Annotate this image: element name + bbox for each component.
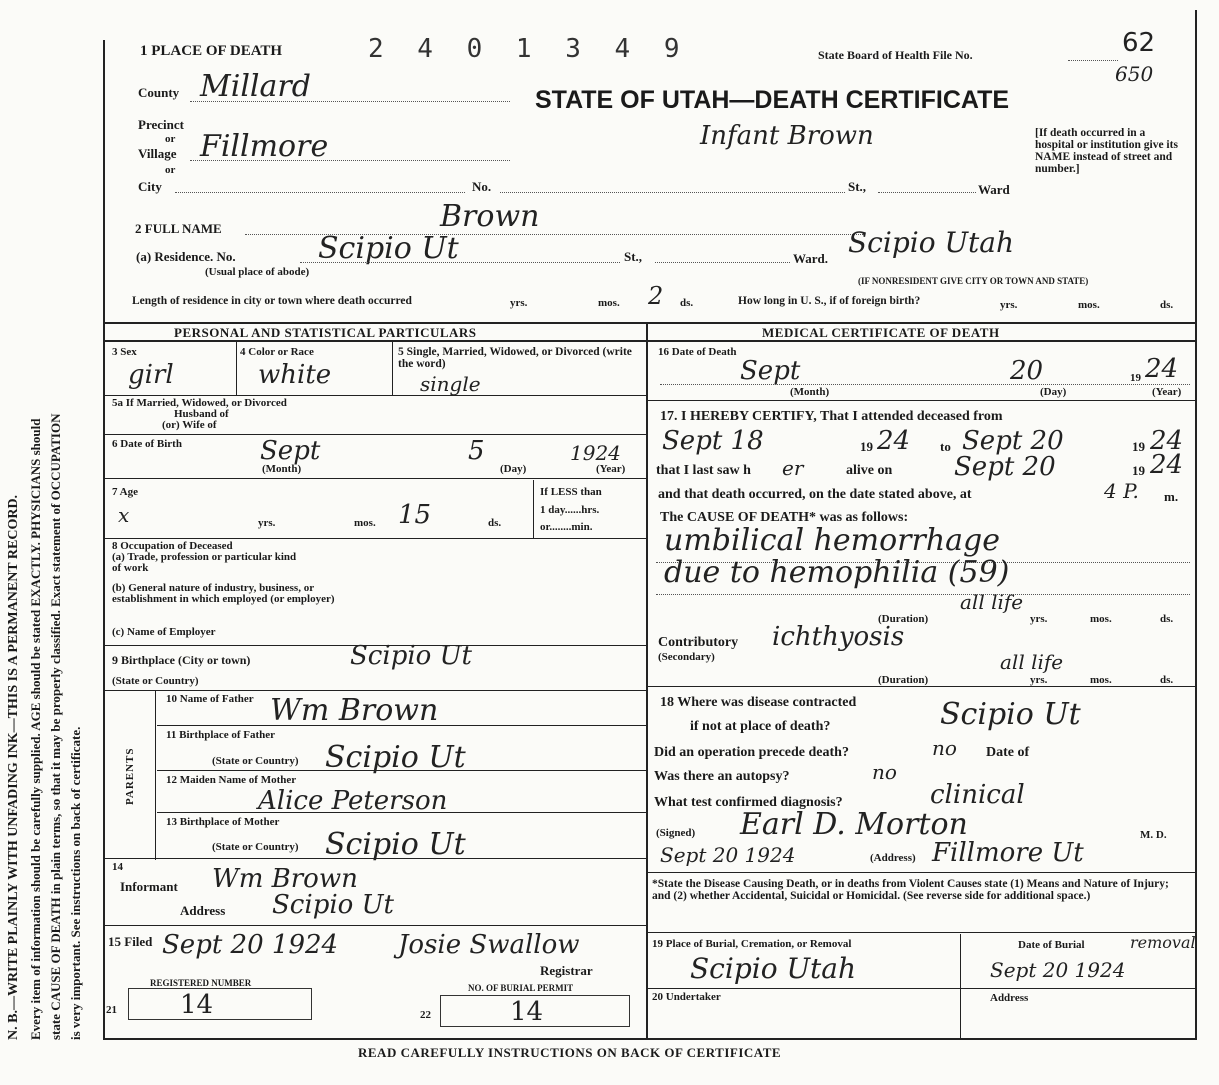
foreign-mos: mos.: [1078, 299, 1100, 311]
occupation-b: (b) General nature of industry, business, or establishment in which employed (or employer): [112, 582, 335, 605]
age-label: 7 Age: [112, 486, 138, 498]
signature: Earl D. Morton: [740, 807, 968, 842]
duration-1: all life: [960, 590, 1024, 614]
footer-instructions: READ CAREFULLY INSTRUCTIONS ON BACK OF CERTIFICATE: [358, 1045, 782, 1060]
residence-sub: (Usual place of abode): [205, 266, 310, 278]
death-time: 4 P.: [1104, 479, 1139, 503]
father-label: 10 Name of Father: [166, 693, 254, 705]
no-dots: [500, 192, 845, 193]
burial-date-note: removal: [1130, 933, 1196, 952]
residence-ward: Ward.: [793, 251, 829, 266]
informant-label: Informant: [120, 879, 178, 894]
informant-address-label: Address: [180, 903, 226, 918]
item-14: 14: [112, 861, 123, 873]
cause-2-dots: [656, 594, 1190, 595]
dod-label: 16 Date of Death: [658, 346, 737, 358]
age-divider: [533, 480, 534, 538]
dod-year-prefix: 19: [1130, 372, 1141, 384]
row3-line: [105, 395, 646, 396]
age-yrs: yrs.: [258, 517, 276, 529]
no-label: No.: [472, 179, 492, 194]
residence-label: (a) Residence. No.: [136, 249, 236, 264]
q18-label: 18 Where was disease contracted: [660, 695, 857, 710]
dod-day: 20: [1010, 356, 1044, 386]
foreign-ds: ds.: [1160, 299, 1174, 311]
length-days-value: 2: [648, 282, 664, 310]
date-of-label: Date of: [986, 745, 1030, 760]
full-name-label: 2 FULL NAME: [135, 221, 222, 236]
operation-value: no: [932, 736, 957, 760]
foreign-label: How long in U. S., if of foreign birth?: [738, 295, 921, 307]
spouse-label-3: (or) Wife of: [162, 419, 217, 431]
row14-line: [105, 925, 646, 926]
county-dots: [190, 101, 510, 102]
county-value: Millard: [200, 69, 311, 104]
informant-value: Wm Brown: [212, 864, 358, 894]
village-label: Village: [138, 146, 177, 161]
row19-line: [648, 988, 1195, 989]
divider-personal-top: [105, 322, 1195, 324]
autopsy-value: no: [872, 760, 897, 784]
filed-label: 15 Filed: [108, 934, 153, 949]
city-dots: [175, 192, 465, 193]
dob-day: 5: [468, 436, 485, 466]
color-divider: [392, 341, 393, 395]
undertaker-label: 20 Undertaker: [652, 991, 721, 1003]
length-mos: mos.: [598, 297, 620, 309]
duration-1-ds: ds.: [1160, 613, 1174, 625]
row-footnote-line: [648, 932, 1195, 933]
residence-ward-value: Scipio Utah: [848, 226, 1015, 259]
informant-address-value: Scipio Ut: [272, 890, 394, 920]
burial-label: 19 Place of Burial, Cremation, or Removal: [652, 938, 852, 950]
length-ds: ds.: [680, 297, 694, 309]
cause-label: The CAUSE OF DEATH* was as follows:: [660, 510, 909, 525]
signed-label: (Signed): [656, 827, 696, 839]
last-saw-date: Sept 20: [954, 452, 1056, 482]
father-birth-sub: (State or Country): [212, 755, 299, 767]
st-label: St.,: [848, 179, 867, 194]
reg-number-label: REGISTERED NUMBER: [150, 978, 252, 988]
duration-2-label: (Duration): [878, 674, 929, 686]
father-birth-label: 11 Birthplace of Father: [166, 729, 276, 741]
burial-permit-value: 14: [510, 997, 544, 1027]
form-left-border: [103, 40, 105, 1040]
sex-divider: [236, 341, 237, 395]
row6-line: [105, 478, 646, 479]
or-2: or: [165, 164, 176, 176]
name-note: Infant Brown: [700, 121, 874, 151]
certificate-title: STATE OF UTAH—DEATH CERTIFICATE: [535, 86, 1010, 114]
age-mos: mos.: [354, 517, 376, 529]
mother-birth-sub: (State or Country): [212, 841, 299, 853]
certify-text: 17. I HEREBY CERTIFY, That I attended deceased from: [660, 409, 1003, 424]
residence-st-dots: [655, 262, 790, 263]
registrar-signature: Josie Swallow: [398, 930, 580, 960]
color-label: 4 Color or Race: [240, 346, 314, 358]
doctor-address: Fillmore Ut: [932, 838, 1084, 868]
dod-month: Sept: [740, 356, 801, 386]
or-1: or: [165, 133, 176, 145]
m-label: m.: [1164, 489, 1179, 504]
marital-value: single: [420, 372, 481, 396]
contributory-label: Contributory: [658, 635, 739, 650]
less-than-3: or........min.: [540, 521, 593, 533]
age-days-value: 15: [398, 500, 432, 530]
duration-2-yrs: yrs.: [1030, 674, 1048, 686]
father-value: Wm Brown: [270, 693, 439, 728]
hospital-note: [If death occurred in a hospital or institution give its NAME instead of street and number.]: [1035, 127, 1178, 175]
birthplace-sub: (State or Country): [112, 675, 199, 687]
burial-place: Scipio Utah: [690, 952, 857, 985]
q18-sub: if not at place of death?: [690, 719, 831, 734]
side-note-1: N. B.—WRITE PLAINLY WITH UNFADING INK—THIS IS A PERMANENT RECORD.: [6, 494, 21, 1040]
last-saw-text: that I last saw h: [656, 463, 751, 478]
divider-bottom: [105, 1038, 1195, 1040]
item-22: 22: [420, 1009, 431, 1021]
last-saw-year: 24: [1150, 450, 1184, 480]
birthplace-value: Scipio Ut: [350, 641, 472, 671]
ward-label: Ward: [978, 182, 1010, 197]
registrar-label: Registrar: [540, 963, 593, 978]
contributory-value: ichthyosis: [772, 622, 905, 652]
form-right-border: [1195, 10, 1197, 1040]
filed-value: Sept 20 1924: [162, 930, 339, 960]
occupation-c: (c) Name of Employer: [112, 626, 216, 638]
father-birth-value: Scipio Ut: [325, 740, 466, 775]
test-value: clinical: [930, 780, 1025, 810]
md-label: M. D.: [1140, 829, 1167, 841]
row9-line: [105, 690, 646, 691]
to-year-prefix: 19: [1132, 439, 1145, 454]
dob-year: 1924: [570, 441, 621, 465]
mother-birth-value: Scipio Ut: [325, 827, 466, 862]
reg-number-value: 14: [180, 990, 214, 1020]
residence-value: Scipio Ut: [318, 231, 459, 266]
medical-heading: MEDICAL CERTIFICATE OF DEATH: [762, 325, 1000, 340]
row7-line: [105, 538, 646, 539]
address-label: (Address): [870, 852, 916, 864]
mother-line: [157, 812, 646, 813]
signed-date: Sept 20 1924: [660, 843, 796, 867]
spouse-label-2: Husband of: [174, 408, 229, 420]
from-year-prefix: 19: [860, 439, 873, 454]
sex-value: girl: [128, 360, 174, 390]
cause-1: umbilical hemorrhage: [664, 523, 1001, 558]
attended-to-year: 24: [1150, 426, 1184, 456]
duration-1-yrs: yrs.: [1030, 613, 1048, 625]
village-dots: [190, 160, 510, 161]
residence-st: St.,: [624, 249, 643, 264]
length-label: Length of residence in city or town where death occurred: [132, 295, 412, 307]
less-than-1: If LESS than: [540, 486, 602, 498]
reg-number-box: [128, 988, 312, 1020]
full-name-value: Brown: [440, 199, 540, 234]
side-note-2: Every item of information should be carefully supplied. AGE should be stated EXACTLY. PHYSICIANS should: [28, 418, 43, 1040]
village-value: Fillmore: [200, 129, 329, 164]
spouse-label-1: 5a If Married, Widowed, or Divorced: [112, 397, 287, 409]
burial-date: Sept 20 1924: [990, 958, 1126, 982]
last-saw-year-prefix: 19: [1132, 463, 1145, 478]
occupation-label: 8 Occupation of Deceased: [112, 540, 233, 552]
attended-from: Sept 18: [662, 426, 764, 456]
father-line: [157, 725, 646, 726]
file-number-2: 650: [1115, 62, 1154, 86]
item-21: 21: [106, 1004, 117, 1016]
last-saw-pronoun: er: [782, 456, 804, 480]
burial-permit-label: NO. OF BURIAL PERMIT: [468, 983, 574, 993]
mother-value: Alice Peterson: [258, 786, 448, 816]
dob-month: Sept: [260, 436, 321, 466]
duration-2-mos: mos.: [1090, 674, 1112, 686]
dod-day-sub: (Day): [1040, 386, 1067, 398]
personal-heading: PERSONAL AND STATISTICAL PARTICULARS: [174, 325, 477, 340]
burial-divider: [960, 934, 961, 1038]
duration-2: all life: [1000, 650, 1064, 674]
mother-birth-label: 13 Birthplace of Mother: [166, 816, 280, 828]
mother-label: 12 Maiden Name of Mother: [166, 774, 297, 786]
attended-to: Sept 20: [962, 426, 1064, 456]
county-label: County: [138, 85, 180, 100]
less-than-2: 1 day......hrs.: [540, 504, 600, 516]
file-label: State Board of Health File No.: [818, 48, 973, 62]
personal-heading-line: [105, 340, 646, 342]
secondary-label: (Secondary): [658, 651, 715, 663]
q18-value: Scipio Ut: [940, 697, 1081, 732]
duration-2-ds: ds.: [1160, 674, 1174, 686]
cause-2: due to hemophilia (59): [664, 555, 1010, 590]
marital-label: 5 Single, Married, Widowed, or Divorced (write the word): [398, 346, 632, 370]
test-label: What test confirmed diagnosis?: [654, 795, 843, 810]
parents-label: PARENTS: [124, 747, 136, 805]
age-yrs-value: x: [118, 503, 130, 527]
dod-dots: [660, 384, 1190, 385]
occurred-text: and that death occurred, on the date stated above, at: [658, 487, 972, 502]
row17-line: [648, 686, 1195, 687]
undertaker-address-label: Address: [990, 992, 1029, 1004]
dod-year-sub: (Year): [1152, 386, 1182, 398]
file-dots: [1068, 60, 1118, 61]
alive-on-label: alive on: [846, 463, 893, 478]
dob-year-sub: (Year): [596, 463, 626, 475]
duration-1-label: (Duration): [878, 613, 929, 625]
duration-1-mos: mos.: [1090, 613, 1112, 625]
autopsy-label: Was there an autopsy?: [654, 769, 790, 784]
length-yrs: yrs.: [510, 297, 528, 309]
father-birth-line: [157, 770, 646, 771]
parents-divider: [155, 690, 156, 860]
age-ds: ds.: [488, 517, 502, 529]
precinct-label: Precinct: [138, 117, 184, 132]
dod-month-sub: (Month): [790, 386, 830, 398]
side-note-3: state CAUSE OF DEATH in plain terms, so that it may be properly classified. Exact statement of OCCUPATION: [48, 413, 63, 1040]
row5a-line: [105, 434, 646, 435]
dod-year: 24: [1145, 354, 1179, 384]
dob-label: 6 Date of Birth: [112, 438, 182, 450]
occupation-a: (a) Trade, profession or particular kind of work: [112, 551, 297, 574]
dob-day-sub: (Day): [500, 463, 527, 475]
parents-bottom-line: [105, 858, 646, 859]
residence-dots: [300, 262, 620, 263]
nonresident-note: (IF NONRESIDENT GIVE CITY OR TOWN AND STATE): [858, 276, 1089, 286]
side-note-4: is very important. See instructions on back of certificate.: [68, 726, 83, 1040]
color-value: white: [258, 360, 332, 390]
to-label: to: [940, 439, 951, 454]
file-number: 62: [1122, 28, 1156, 58]
birthplace-label: 9 Birthplace (City or town): [112, 653, 251, 667]
burial-date-label: Date of Burial: [1018, 939, 1085, 951]
dob-month-sub: (Month): [262, 463, 302, 475]
row18-line: [648, 872, 1195, 873]
st-dots: [878, 192, 976, 193]
attended-from-year: 24: [877, 426, 911, 456]
sex-label: 3 Sex: [112, 346, 137, 358]
row16-line: [648, 400, 1195, 401]
medical-heading-line: [648, 340, 1195, 342]
place-of-death-label: 1 PLACE OF DEATH: [140, 43, 283, 59]
operation-label: Did an operation precede death?: [654, 745, 849, 760]
footnote: *State the Disease Causing Death, or in deaths from Violent Causes state (1) Means and Nature of Injury; and (2) whether Accidental, Suicidal or Homicidal. (See reverse side for additional space.): [652, 878, 1169, 902]
serial-number: 2 4 0 1 3 4 9: [368, 34, 689, 64]
foreign-yrs: yrs.: [1000, 299, 1018, 311]
city-label: City: [138, 179, 162, 194]
